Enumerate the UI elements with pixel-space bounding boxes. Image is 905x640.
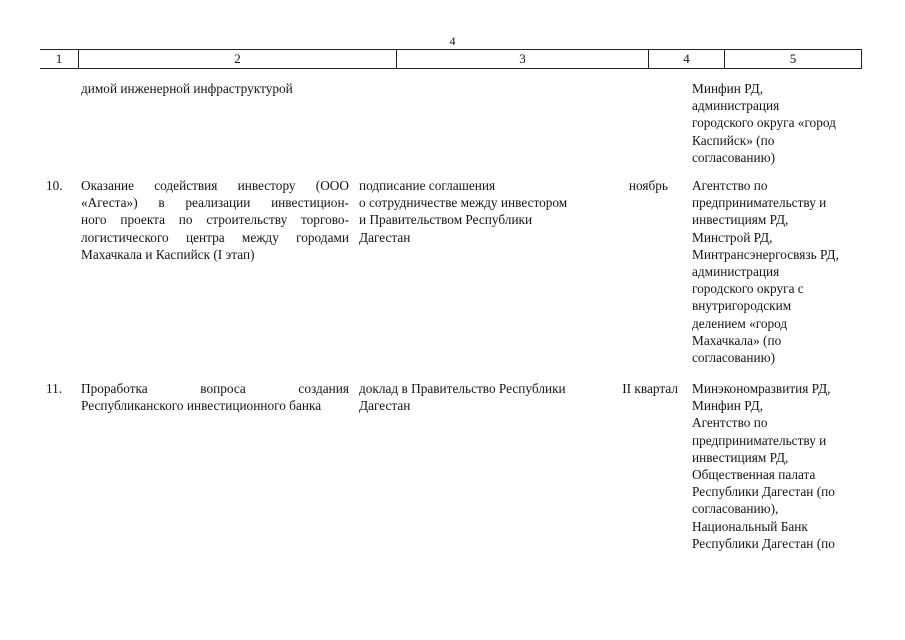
responsible-line: Агентство по	[692, 415, 768, 431]
responsible-line: городского округа «город	[692, 115, 836, 131]
row-number-10: 10.	[46, 178, 63, 193]
responsible-line: Минстрой РД,	[692, 229, 773, 245]
measure-line: димой инженерной инфраструктурой	[81, 81, 293, 96]
row-10-responsible	[692, 177, 862, 366]
column-header-1: 1	[55, 51, 63, 66]
responsible-line: Каспийск» (по	[692, 132, 775, 148]
row-10-deadline: ноябрь	[628, 178, 668, 193]
row-10-measure	[81, 177, 349, 263]
responsible-line: администрация	[692, 98, 780, 114]
table-header-row	[40, 49, 862, 69]
row-11-deadline: II квартал	[622, 381, 678, 396]
measure-line: «Агеста») в реализации инвестицион-	[81, 195, 349, 211]
row-11-measure	[81, 380, 349, 414]
measure-line: Республиканского инвестиционного банка	[81, 398, 322, 414]
form-line: Дагестан	[359, 229, 411, 245]
column-header-3: 3	[396, 50, 648, 68]
responsible-line: инвестициям РД,	[692, 212, 789, 228]
responsible-line: Общественная палата	[692, 467, 816, 483]
page-number: 4	[449, 34, 456, 48]
measure-line: Махачкала и Каспийск (I этап)	[81, 246, 255, 262]
row-11-responsible	[692, 380, 862, 552]
responsible-line: Республики Дагестан (по	[692, 535, 835, 551]
responsible-line: Минэкономразвития РД,	[692, 381, 831, 396]
form-line: и Правительством Республики	[359, 212, 533, 228]
responsible-line: Минфин РД,	[692, 81, 764, 96]
column-header-5: 5	[724, 50, 862, 68]
table-row-continuation-responsible	[692, 80, 862, 166]
responsible-line: согласованию),	[692, 501, 779, 517]
responsible-line: внутригородским	[692, 298, 792, 314]
responsible-line: делением «город	[692, 315, 788, 331]
column-header-2: 2	[78, 50, 396, 68]
row-11-form	[359, 380, 605, 414]
measure-line: логистического центра между городами	[81, 229, 349, 245]
row-10-form	[359, 177, 605, 246]
measure-line: ного проекта по строительству торгово-	[81, 212, 349, 228]
responsible-line: администрация	[692, 264, 780, 280]
form-line: Дагестан	[359, 398, 411, 414]
measure-line: Проработка вопроса создания	[81, 381, 349, 396]
form-line: подписание соглашения	[359, 178, 496, 193]
responsible-line: Минфин РД,	[692, 398, 764, 414]
form-line: доклад в Правительство Республики	[359, 381, 566, 396]
responsible-line: Национальный Банк	[692, 518, 808, 534]
table-row-continuation-measure	[81, 80, 353, 97]
responsible-line: городского округа с	[692, 281, 804, 297]
responsible-line: инвестициям РД,	[692, 449, 789, 465]
column-header-4: 4	[648, 50, 724, 68]
responsible-line: Махачкала» (по	[692, 332, 782, 348]
responsible-line: согласованию)	[692, 149, 776, 165]
responsible-line: Агентство по	[692, 178, 768, 193]
measure-line: Оказание содействия инвестору (ООО	[81, 178, 349, 193]
responsible-line: предпринимательству и	[692, 195, 827, 211]
form-line: о сотрудничестве между инвестором	[359, 195, 568, 211]
row-number-11: 11.	[46, 381, 63, 396]
responsible-line: согласованию)	[692, 350, 776, 366]
responsible-line: Республики Дагестан (по	[692, 484, 835, 500]
responsible-line: предпринимательству и	[692, 432, 827, 448]
responsible-line: Минтрансэнергосвязь РД,	[692, 246, 839, 262]
